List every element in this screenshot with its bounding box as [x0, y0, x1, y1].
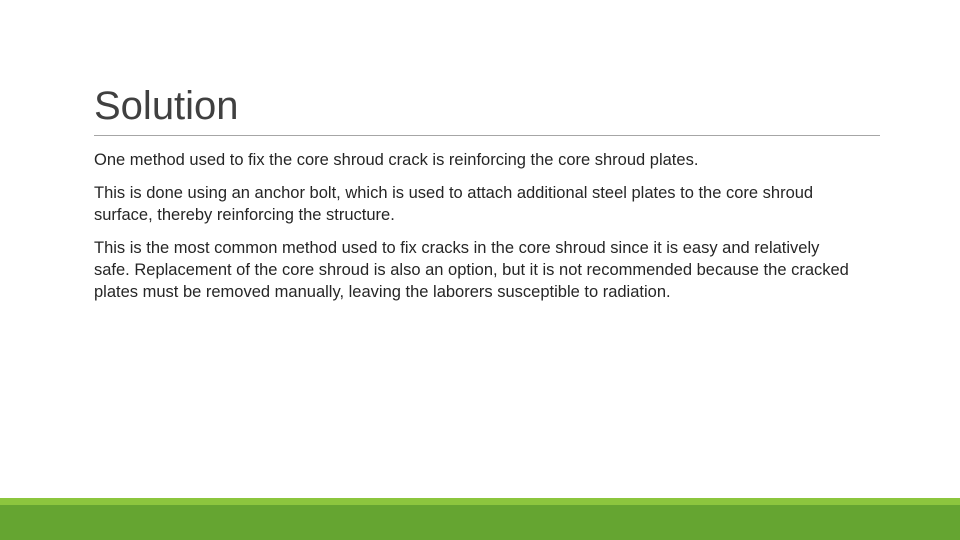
slide-body — [94, 149, 854, 314]
slide-title: Solution — [94, 84, 239, 128]
body-paragraph: This is done using an anchor bolt, which is used to attach additional steel plates to the core shroud surface, thereby reinforcing the structure. — [94, 184, 814, 224]
body-paragraph: One method used to fix the core shroud crack is reinforcing the core shroud plates. — [94, 151, 699, 169]
footer-band — [0, 505, 960, 540]
footer-accent-stripe — [0, 498, 960, 505]
title-divider — [94, 135, 880, 136]
body-paragraph: This is the most common method used to fix cracks in the core shroud since it is easy and relatively safe. Replacement of the core shroud is also an option, but it is not recommended because the cracked plates must be removed manually, leaving the laborers susceptible to radiation. — [94, 239, 849, 301]
